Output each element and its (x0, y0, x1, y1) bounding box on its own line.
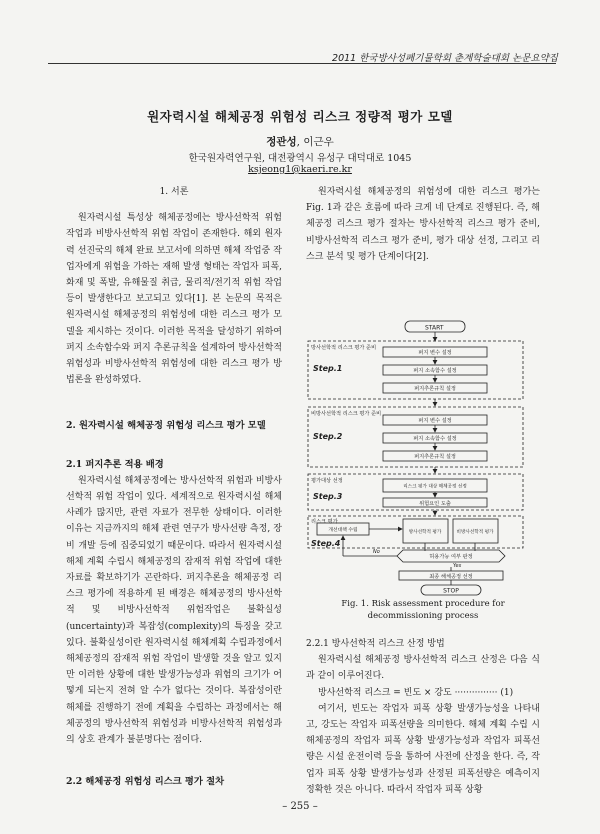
box-1a-label: 퍼지 변수 설정 (418, 350, 452, 356)
box-4b-label: 방사선학적 평가 (408, 530, 442, 535)
main-author: 정관성 (266, 136, 297, 148)
author-email[interactable]: ksjeong1@kaeri.re.kr (248, 164, 352, 175)
equation-1: 방사선학적 리스크 = 빈도 × 강도 ··············· (1) (318, 687, 514, 698)
procedure-intro: 원자력시설 해체공정의 위험성에 대한 리스크 평가는 Fig. 1과 같은 흐름에 따라 크게 네 단계로 진행된다. 즉, 해체공정 리스크 평가 절차는 방사선학적 리스크 평가 준비, 비방사선학적 리스크 평가 준비, 평가 대상 선정, 그리고 리스크 분석 및 평가 단계이다[2]. (306, 187, 540, 262)
flowchart-tail-svg (303, 567, 538, 597)
box-4c-label: 비방사선학적 평가 (456, 530, 494, 535)
section-2-2-title: 2.2 해체공정 위험성 리스크 평가 절차 (66, 776, 225, 788)
step-2-label: Step.2 (313, 432, 343, 441)
section-2-2-1-title: 2.2.1 방사선학적 리스크 산정 방법 (306, 639, 445, 649)
flowchart-svg (303, 319, 538, 567)
box-1b-label: 퍼지 소속함수 설정 (413, 368, 457, 374)
right-column-top (306, 184, 540, 265)
figure-1-flowchart (303, 319, 538, 567)
yes-label: Yes (453, 563, 462, 567)
no-label: No (373, 549, 380, 555)
group-1-label: 방사선학적 리스크 평가 준비 (311, 345, 377, 351)
group-3-label: 평가대상 선정 (311, 478, 343, 484)
step-4-label: Step.4 (311, 539, 341, 548)
flowchart-tail (303, 567, 538, 597)
box-2a-label: 퍼지 변수 설정 (418, 418, 452, 424)
box-2c-label: 퍼지추론규칙 설정 (414, 454, 456, 460)
section-2-1-title: 2.1 퍼지추론 적용 배경 (66, 458, 164, 470)
section-1-text: 원자력시설 특성상 해체공정에는 방사선학적 위험 작업과 비방사선학적 위험 작업이 존재한다. 해외 원자력 선진국의 해체 완료 보고서에 의하면 해체 작업중 작업자에게 위험을 가하는 재해 발생 형태는 작업자 피폭, 화재 및 폭발, 유해물질 취급, 물리적/전기적 위험 작업 등이 발생한다고 보고되고 있다[1]. 본 논문의 목적은 원자력시설 해체공정의 위험성에 대한 리스크 평가 모델을 제시하는 것이다. 이러한 목적을 달성하기 위하여 퍼지 소속함수와 퍼지 추론규칙을 설계하여 방사선학적 위험성과 비방사선학적 위험성에 대한 리스크 평가 방법론을 완성하였다. (66, 213, 282, 386)
group-4-label: 리스크 평가 (311, 519, 338, 525)
page-number: – 255 – (282, 801, 318, 812)
section-1-title: 1. 서론 (159, 187, 189, 197)
affiliation: 한국원자력연구원, 대전광역시 유성구 대덕대로 1045 (188, 153, 412, 164)
box-4a-label: 개선대책 수립 (328, 528, 358, 533)
step-1-label: Step.1 (313, 364, 343, 373)
group-2-label: 비방사선학적 리스크 평가 준비 (311, 411, 382, 417)
figure-caption-line-1: Fig. 1. Risk assessment procedure for (341, 599, 505, 609)
stop-label: STOP (443, 587, 459, 595)
final-label: 최종 해체공정 선정 (429, 574, 473, 580)
box-3a-label: 리스크 평가 대상 해체공정 선정 (403, 484, 467, 490)
box-1c-label: 퍼지추론규칙 설정 (414, 386, 456, 392)
left-column (66, 184, 282, 791)
figure-caption (306, 598, 540, 622)
right-column-bottom (306, 636, 540, 798)
section-2-title: 2. 원자력시설 해체공정 위험성 리스크 평가 모델 (66, 420, 266, 432)
figure-caption-line-2: decommissioning process (367, 611, 479, 621)
start-label: START (425, 324, 444, 332)
section-2-1-text: 원자력시설 해체공정에는 방사선학적 위험과 비방사선학적 위험 작업이 있다. 세계적으로 원자력시설 해체사례가 많지만, 관련 자료가 전무한 상태이다. 이러한 이유는 지금까지의 해체 관련 연구가 방사선량 측정, 장비 개발 등에 집중되었기 때문이다. 따라서 원자력시설 해체 계획 수립시 해체공정의 잠재적 위험 작업에 대한 자료를 확보하기가 곤란하다. 퍼지추론을 해체공정 리스크 평가에 적용하게 된 배경은 해체공정의 방사선학적 및 비방사선학적 위험작업은 불확실성(uncertainty)과 복잡성(complexity)의 특징을 갖고 있다. 불확실성이란 원자력시설 해체계획 수립과정에서 해체공정의 잠재적 위험 작업이 발생할 것을 알고 있지만 이러한 상황에 대한 발생가능성과 위험의 크기가 어떻게 되는지 전혀 알 수가 없다는 것이다. 복잡성이란 해체를 진행하기 전에 계획을 수립하는 과정에서는 해체공정의 방사선학적 위험성과 비방사선학적 위험성과의 상호 관계가 불분명다는 점이다. (66, 475, 282, 746)
paper-title: 원자력시설 해체공정 위험성 리스크 정량적 평가 모델 (147, 109, 453, 124)
section-2-2-1-text: 여기서, 빈도는 작업자 피폭 상황 발생가능성을 나타내고, 강도는 작업자 피폭선량을 의미한다. 해체 계획 수립 시 해체공정의 작업자 피폭 상황 발생가능성과 작업자 피폭선량은 시설 운전이력 등을 통하여 사전에 산정을 한다. 즉, 작업자 피폭 상황 발생가능성과 산정된 피폭선량은 예측이지 정확한 것은 아니다. 따라서 작업자 피폭 상황 (306, 703, 540, 795)
section-2-2-1-intro: 원자력시설 해체공정 방사선학적 리스크 산정은 다음 식과 같이 이루어진다. (306, 655, 540, 682)
box-2b-label: 퍼지 소속함수 설정 (413, 436, 457, 442)
running-header: 2011 한국방사성폐기물학회 춘계학술대회 논문요약집 (332, 53, 558, 64)
box-3b-label: 위험요인 도출 (419, 501, 451, 507)
co-authors: , 이근우 (296, 136, 334, 148)
header-rule (48, 63, 556, 64)
decision-label: 허용가능 여부 판정 (429, 554, 473, 560)
authors (0, 134, 600, 149)
step-3-label: Step.3 (313, 492, 343, 501)
